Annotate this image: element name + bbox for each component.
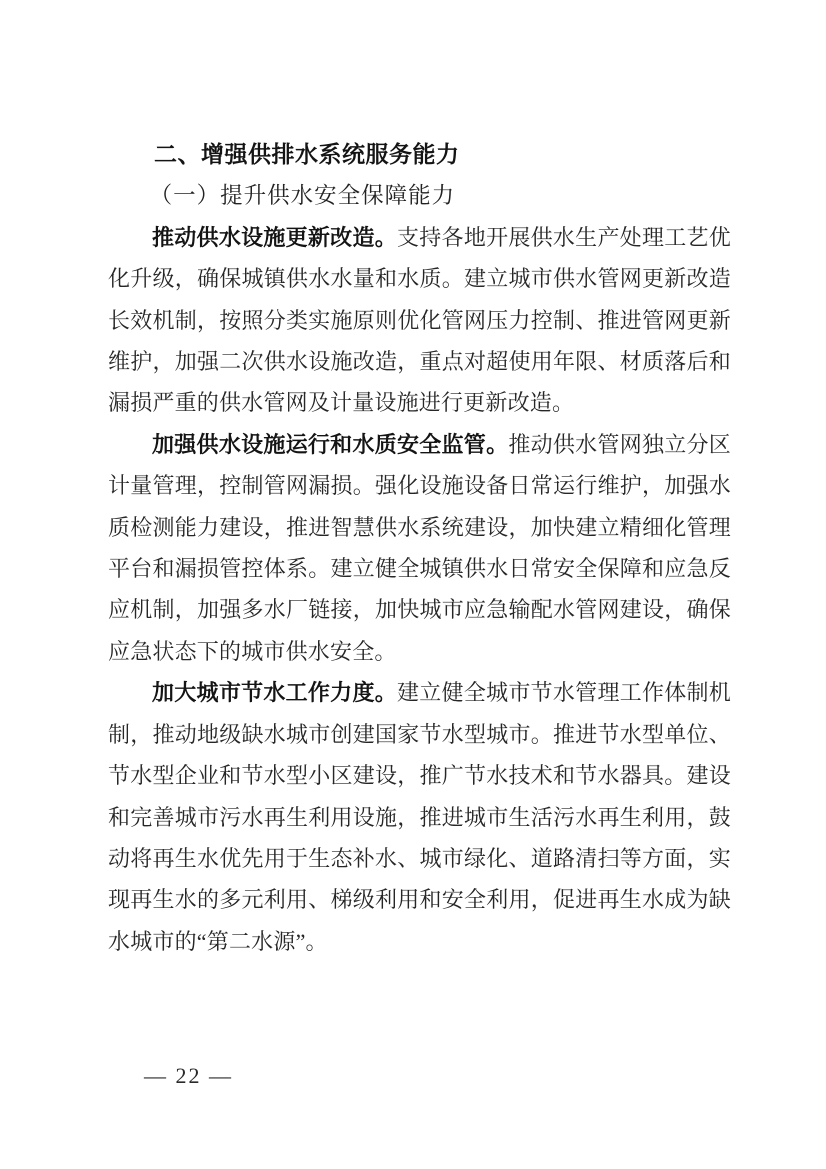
subsection-heading: （一）提升供水安全保障能力 xyxy=(149,183,456,209)
paragraph-body: 建立健全城市节水管理工作体制机制，推动地级缺水城市创建国家节水型城市。推进节水型单位、节水型企业和节水型小区建设，推广节水技术和节水器具。建设和完善城市污水再生利用设施，推进城市生活污水再生利用，鼓动将再生水优先用于生态补水、城市绿化、道路清扫等方面，实现再生水的多元利用、梯级利用和安全利用，促进再生水成为缺水城市的“第二水源”。 xyxy=(108,680,731,954)
paragraph-water-saving xyxy=(108,672,731,962)
paragraph-lead: 加强供水设施运行和水质安全监管。 xyxy=(152,431,509,457)
paragraph-operation-quality-supervision xyxy=(108,424,731,672)
paragraph-lead: 加大城市节水工作力度。 xyxy=(152,680,397,706)
document-content xyxy=(108,134,731,962)
paragraph-body: 推动供水管网独立分区计量管理，控制管网漏损。强化设施设备日常运行维护，加强水质检测能力建设，推进智慧供水系统建设，加快建立精细化管理平台和漏损管控体系。建立健全城镇供水日常安全保障和应急反应机制，加强多水厂链接，加快城市应急输配水管网建设，确保应急状态下的城市供水安全。 xyxy=(108,431,731,664)
paragraph-water-facility-renewal xyxy=(108,217,731,424)
paragraph-body: 支持各地开展供水生产处理工艺优化升级，确保城镇供水水量和水质。建立城市供水管网更新改造长效机制，按照分类实施原则优化管网压力控制、推进管网更新维护，加强二次供水设施改造，重点对超使用年限、材质落后和漏损严重的供水管网及计量设施进行更新改造。 xyxy=(108,224,731,416)
page-footer xyxy=(114,1034,233,1118)
section-heading: 二、增强供排水系统服务能力 xyxy=(154,141,460,167)
paragraph-lead: 推动供水设施更新改造。 xyxy=(152,224,397,250)
page-number: — 22 — xyxy=(144,1063,233,1088)
